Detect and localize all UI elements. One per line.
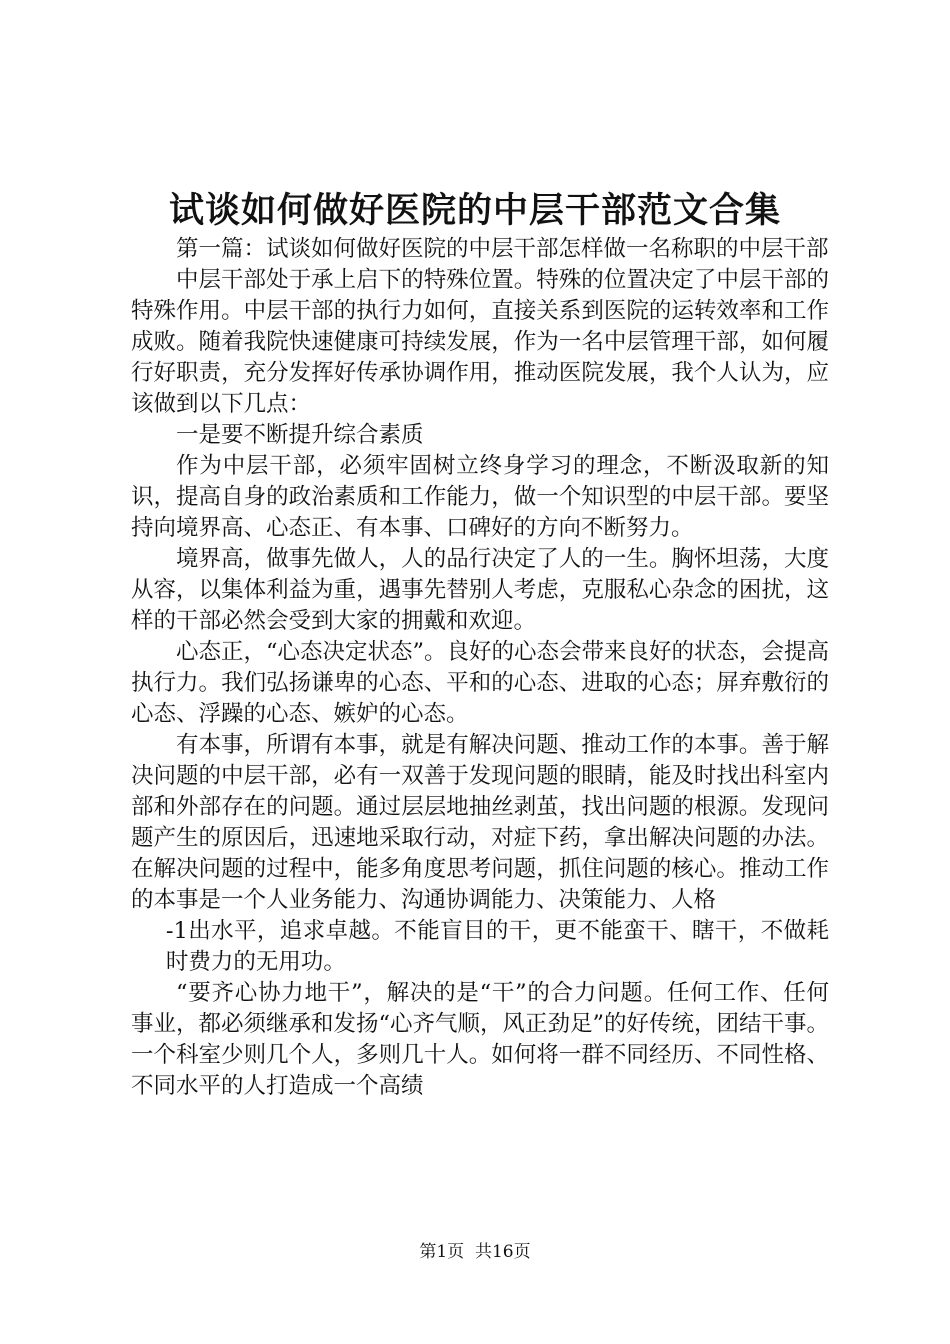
paragraph: 境界高，做事先做人，人的品行决定了人的一生。胸怀坦荡，大度从容，以集体利益为重，遇事先替别人考虑，克服私心杂念的困扰，这样的干部必然会受到大家的拥戴和欢迎。 [131, 546, 829, 634]
document-title: 试谈如何做好医院的中层干部范文合集 [168, 190, 781, 231]
page-number-label: 第1页 共16页 [419, 1242, 531, 1262]
document-body [131, 234, 829, 1102]
paragraph: 作为中层干部，必须牢固树立终身学习的理念，不断汲取新的知识，提高自身的政治素质和工作能力，做一个知识型的中层干部。要坚持向境界高、心态正、有本事、口碑好的方向不断努力。 [131, 453, 829, 541]
paragraph: -1出水平，追求卓越。不能盲目的干，更不能蛮干、瞎干，不做耗时费力的无用功。 [165, 918, 829, 975]
paragraph: 有本事，所谓有本事，就是有解决问题、推动工作的本事。善于解决问题的中层干部，必有一双善于发现问题的眼睛，能及时找出科室内部和外部存在的问题。通过层层地抽丝剥茧，找出问题的根源。发现问题产生的原因后，迅速地采取行动，对症下药，拿出解决问题的办法。在解决问题的过程中，能多角度思考问题，抓住问题的核心。推动工作的本事是一个人业务能力、沟通协调能力、决策能力、人格 [131, 732, 829, 913]
paragraph-subheading: 一是要不断提升综合素质 [176, 422, 424, 448]
paragraph: 心态正，“心态决定状态”。良好的心态会带来良好的状态，会提高执行力。我们弘扬谦卑的心态、平和的心态、进取的心态；屏弃敷衍的心态、浮躁的心态、嫉妒的心态。 [131, 639, 830, 727]
paragraph: 中层干部处于承上启下的特殊位置。特殊的位置决定了中层干部的特殊作用。中层干部的执行力如何，直接关系到医院的运转效率和工作成败。随着我院快速健康可持续发展，作为一名中层管理干部，如何履行好职责，充分发挥好传承协调作用，推动医院发展，我个人认为，应该做到以下几点： [131, 267, 829, 417]
paragraph-section-heading: 第一篇：试谈如何做好医院的中层干部怎样做一名称职的中层干部 [176, 236, 829, 262]
paragraph: “要齐心协力地干”，解决的是“干”的合力问题。任何工作、任何事业，都必须继承和发扬“心齐气顺，风正劲足”的好传统，团结干事。一个科室少则几个人，多则几十人。如何将一群不同经历、不同性格、不同水平的人打造成一个高绩 [131, 980, 830, 1099]
page-footer [0, 1240, 950, 1264]
